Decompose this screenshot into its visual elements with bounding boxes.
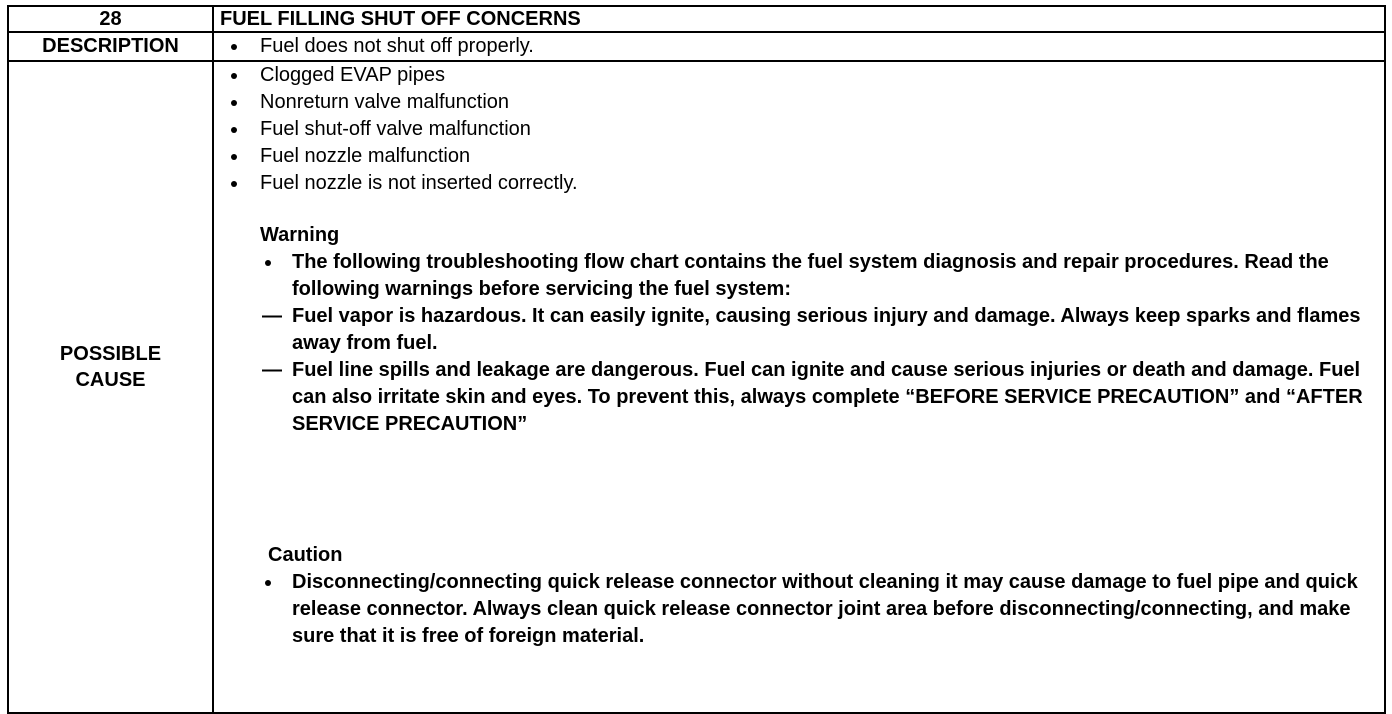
description-list <box>214 33 1384 60</box>
cause-item: Fuel shut-off valve malfunction <box>214 116 1384 143</box>
cause-item: Nonreturn valve malfunction <box>214 89 1384 116</box>
caution-bullet: Disconnecting/connecting quick release connector without cleaning it may cause damage to fuel pipe and quick release connector. Always clean quick release connector joint area before disconnecting/connecting, and make sure that it is free of foreign material. <box>214 569 1384 650</box>
dash-symbol: — <box>262 359 282 381</box>
concern-number: 28 <box>8 6 213 32</box>
cause-item: Fuel nozzle is not inserted correctly. <box>214 170 1384 197</box>
warning-bullet-text: The following troubleshooting flow chart contains the fuel system diagnosis and repair procedures. Read the following warnings before servicing the fuel system: <box>292 251 1329 300</box>
description-item: Fuel does not shut off properly. <box>214 33 1384 60</box>
troubleshooting-table <box>7 5 1386 714</box>
warning-block <box>214 222 1384 438</box>
warning-bullet <box>214 249 1384 438</box>
warning-title: Warning <box>260 224 340 246</box>
cause-item: Clogged EVAP pipes <box>214 62 1384 89</box>
warning-dash-text: Fuel line spills and leakage are dangerous. Fuel can ignite and cause serious injuries or death and damage. Fuel can also irritate skin and eyes. To prevent this, always complete “BEFORE SERVICE PRECAUTION” and “AFTER SERVICE PRECAUTION” <box>292 359 1363 435</box>
possible-cause-content <box>213 61 1385 713</box>
dash-symbol: — <box>262 305 282 327</box>
troubleshooting-sheet <box>7 5 1384 685</box>
possible-cause-row <box>8 61 1385 713</box>
warning-dash-text: Fuel vapor is hazardous. It can easily ignite, causing serious injury and damage. Always keep sparks and flames away from fuel. <box>292 305 1361 354</box>
warning-dash-list <box>262 303 1364 438</box>
warning-dash-item <box>262 303 1364 357</box>
concern-title: FUEL FILLING SHUT OFF CONCERNS <box>213 6 1385 32</box>
possible-cause-label <box>8 61 213 713</box>
caution-title: Caution <box>268 544 343 566</box>
warning-list <box>214 249 1384 438</box>
description-label: DESCRIPTION <box>8 32 213 61</box>
header-row <box>8 6 1385 32</box>
description-row <box>8 32 1385 61</box>
description-content <box>213 32 1385 61</box>
possible-cause-label-line2: CAUSE <box>75 369 146 391</box>
caution-list <box>214 569 1384 650</box>
caution-block <box>214 542 1384 650</box>
cause-list <box>214 62 1384 197</box>
possible-cause-label-line1: POSSIBLE <box>59 343 162 365</box>
warning-dash-item <box>262 357 1364 438</box>
cause-item: Fuel nozzle malfunction <box>214 143 1384 170</box>
